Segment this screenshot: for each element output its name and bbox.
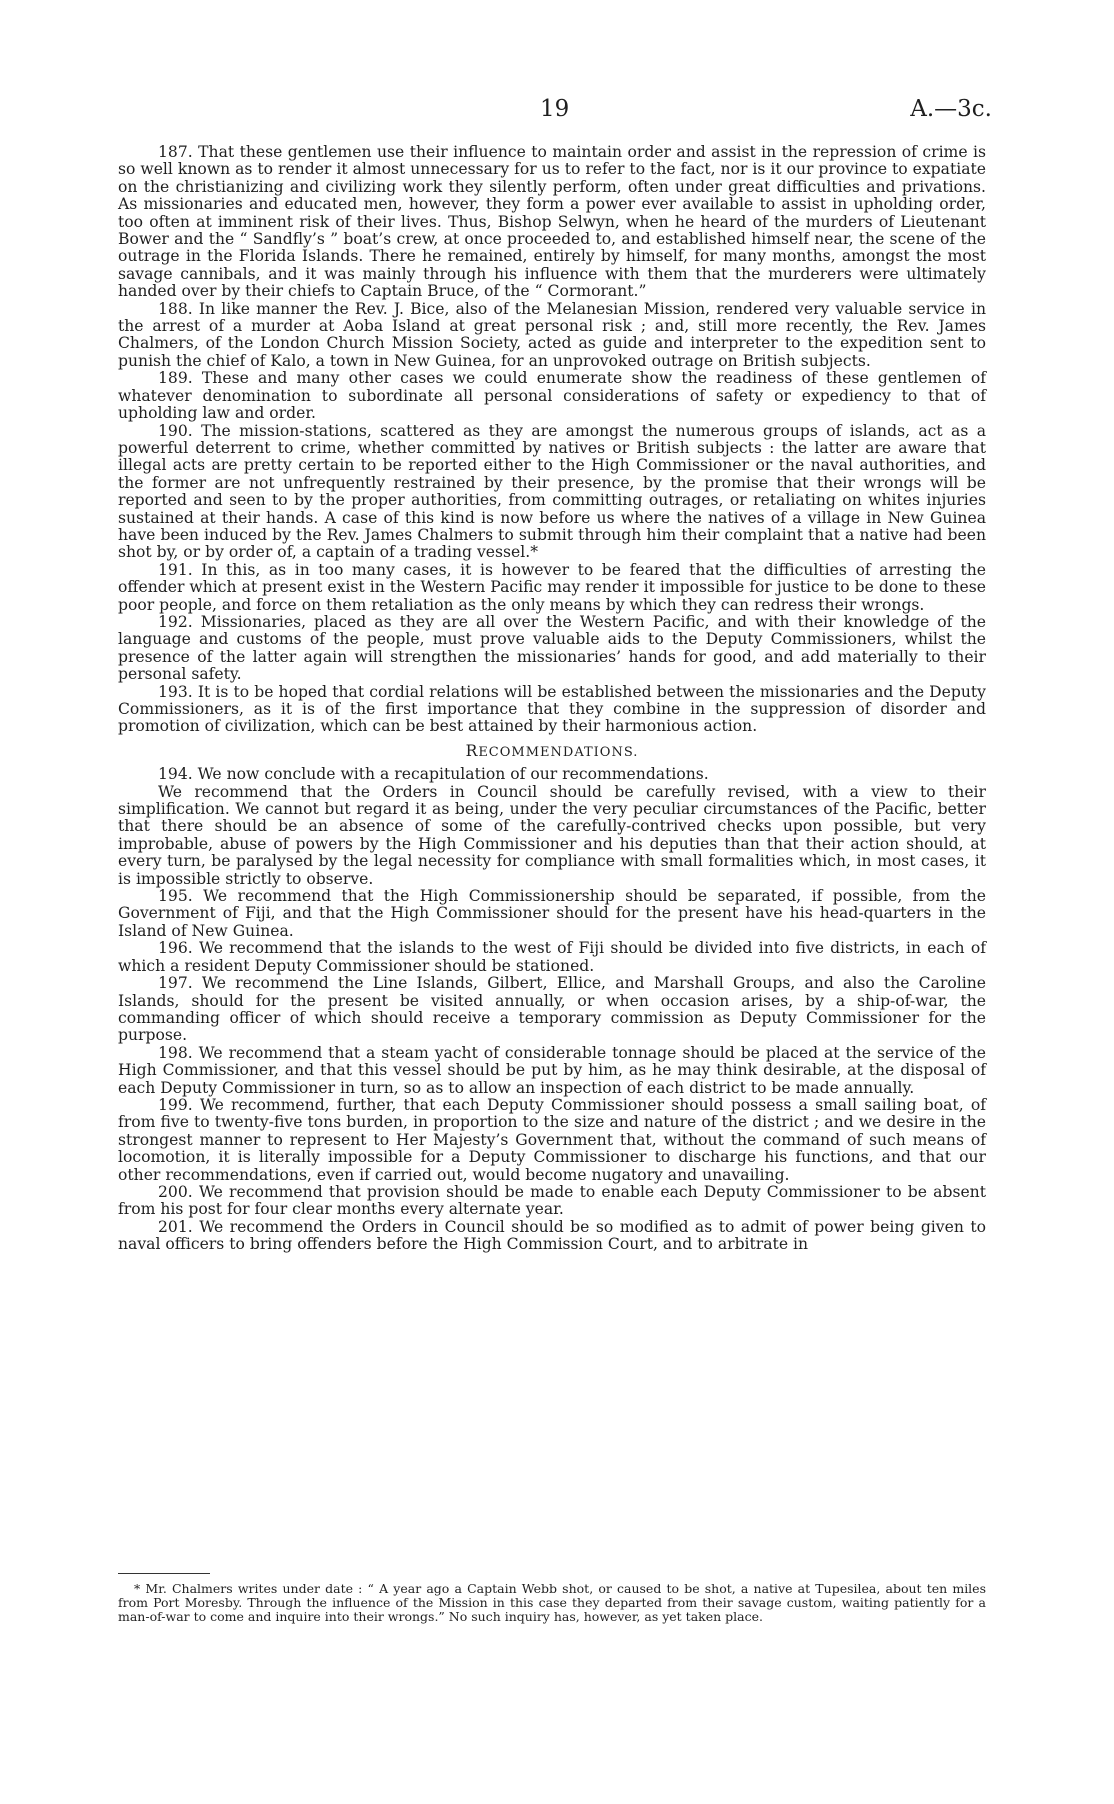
paragraph-198: 198. We recommend that a steam yacht of considerable tonnage should be placed at the service of the High Commissioner, and that this vessel should be put by him, as he may think desirable, at the disposal of each Deputy Commissioner in turn, so as to allow an inspection of each district to be made annually. <box>118 1043 986 1097</box>
paragraph-191: 191. In this, as in too many cases, it is however to be feared that the difficulties of arresting the offender which at present exist in the Western Pacific may render it impossible for justice to be done to these poor people, and force on them retaliation as the only means by which they can redress their wrongs. <box>118 560 986 614</box>
paragraph-187: 187. That these gentlemen use their influence to maintain order and assist in the repression of crime is so well known as to render it almost unnecessary for us to refer to the fact, nor is it our province to expatiate on the christianizing and civilizing work they silently perform, often under great difficulties and privations. As missionaries and educated men, however, they form a power ever available to assist in upholding order, too often at imminent risk of their lives. Thus, Bishop Selwyn, when he heard of the murders of Lieutenant Bower and the “ Sandfly’s ” boat’s crew, at once proceeded to, and established himself near, the scene of the outrage in the Florida Islands. There he remained, entirely by himself, for many months, amongst the most savage cannibals, and it was mainly through his influence with them that the murderers were ultimately handed over by their chiefs to Captain Bruce, of the “ Cormorant.” <box>118 143 986 301</box>
paragraph-193: 193. It is to be hoped that cordial relations will be established between the missionaries and the Deputy Commissioners, as it is of the first importance that they combine in the suppression of disorder and promotion of civilization, which can be best attained by their harmonious action. <box>118 682 986 736</box>
page-number: 19 <box>540 96 570 122</box>
paragraph-199: 199. We recommend, further, that each Deputy Commissioner should possess a small sailing boat, of from five to twenty-five tons burden, in proportion to the size and nature of the district ; and we desire in the strongest manner to represent to Her Majesty’s Government that, without the command of such means of locomotion, it is literally impossible for a Deputy Commissioner to discharge his functions, and that our other recommendations, even if carried out, would become nugatory and unavailing. <box>118 1095 986 1184</box>
paragraph-190: 190. The mission-stations, scattered as they are amongst the numerous groups of islands, act as a powerful deterrent to crime, whether committed by natives or British subjects : the latter are aware that illegal acts are pretty certain to be reported either to the High Commissioner or the naval authorities, and the former are not unfrequently restrained by their presence, by the promise that their wrongs will be reported and seen to by the proper authorities, from committing outrages, or retaliating on whites injuries sustained at their hands. A case of this kind is now before us where the natives of a village in New Guinea have been induced by the Rev. James Chalmers to submit through him their complaint that a native had been shot by, or by order of, a captain of a trading vessel.* <box>118 421 986 562</box>
page-header <box>0 96 1114 136</box>
paragraph-188: 188. In like manner the Rev. J. Bice, also of the Melanesian Mission, rendered very valuable service in the arrest of a murder at Aoba Island at great personal risk ; and, still more recently, the Rev. James Chalmers, of the London Church Mission Society, acted as guide and interpreter to the expedition sent to punish the chief of Kalo, a town in New Guinea, for an unprovoked outrage on British subjects. <box>118 299 986 370</box>
footnote-divider <box>118 1573 210 1574</box>
paragraph-200: 200. We recommend that provision should be made to enable each Deputy Commissioner to be absent from his post for four clear months every alternate year. <box>118 1182 986 1219</box>
footnote <box>118 1582 986 1624</box>
paragraph-194: 194. We now conclude with a recapitulation of our recommendations. <box>158 765 709 784</box>
paragraph-recommend-revision: We recommend that the Orders in Council should be carefully revised, with a view to their simplification. We cannot but regard it as being, under the very peculiar circumstances of the Pacific, better that there should be an absence of some of the carefully-contrived checks upon possible, but very improbable, abuse of powers by the High Commissioner and his deputies than that their action should, at every turn, be paralysed by the legal necessity for compliance with small formalities which, in most cases, it is impossible strictly to observe. <box>118 782 986 888</box>
paragraph-197: 197. We recommend the Line Islands, Gilbert, Ellice, and Marshall Groups, and also the Caroline Islands, should for the present be visited annually, or when occasion arises, by a ship-of-war, the commanding officer of which should receive a temporary commission as Deputy Commissioner for the purpose. <box>118 974 986 1045</box>
paragraph-192: 192. Missionaries, placed as they are all over the Western Pacific, and with their knowledge of the language and customs of the people, must prove valuable aids to the Deputy Commissioners, whilst the presence of the latter again will strengthen the missionaries’ hands for good, and add materially to their personal safety. <box>118 612 986 684</box>
heading-rest: ECOMMENDATIONS. <box>478 744 639 760</box>
footnote-text: * Mr. Chalmers writes under date : “ A year ago a Captain Webb shot, or caused to be shot, a native at Tupesilea, about ten miles from Port Moresby. Through the influence of the Mission in this case they departed from their savage custom, waiting patiently for a man-of-war to come and inquire into their wrongs.” No such inquiry has, however, as yet taken place. <box>118 1581 986 1624</box>
paragraph-201: 201. We recommend the Orders in Council should be so modified as to admit of power being given to naval officers to bring offenders before the High Commission Court, and to arbitrate in <box>118 1217 986 1254</box>
paragraph-189: 189. These and many other cases we could enumerate show the readiness of these gentlemen of whatever denomination to subordinate all personal considerations of safety or expediency to that of upholding law and order. <box>118 369 986 423</box>
section-heading-recommendations <box>118 743 986 761</box>
paragraph-195: 195. We recommend that the High Commissionership should be separated, if possible, from the Government of Fiji, and that the High Commissioner should for the present have his head-quarters in the Island of New Guinea. <box>118 887 986 940</box>
document-reference: A.—3c. <box>910 96 992 122</box>
heading-initial: R <box>465 741 479 760</box>
paragraph-196: 196. We recommend that the islands to the west of Fiji should be divided into five districts, in each of which a resident Deputy Commissioner should be stationed. <box>118 939 986 975</box>
document-body <box>118 144 986 1254</box>
